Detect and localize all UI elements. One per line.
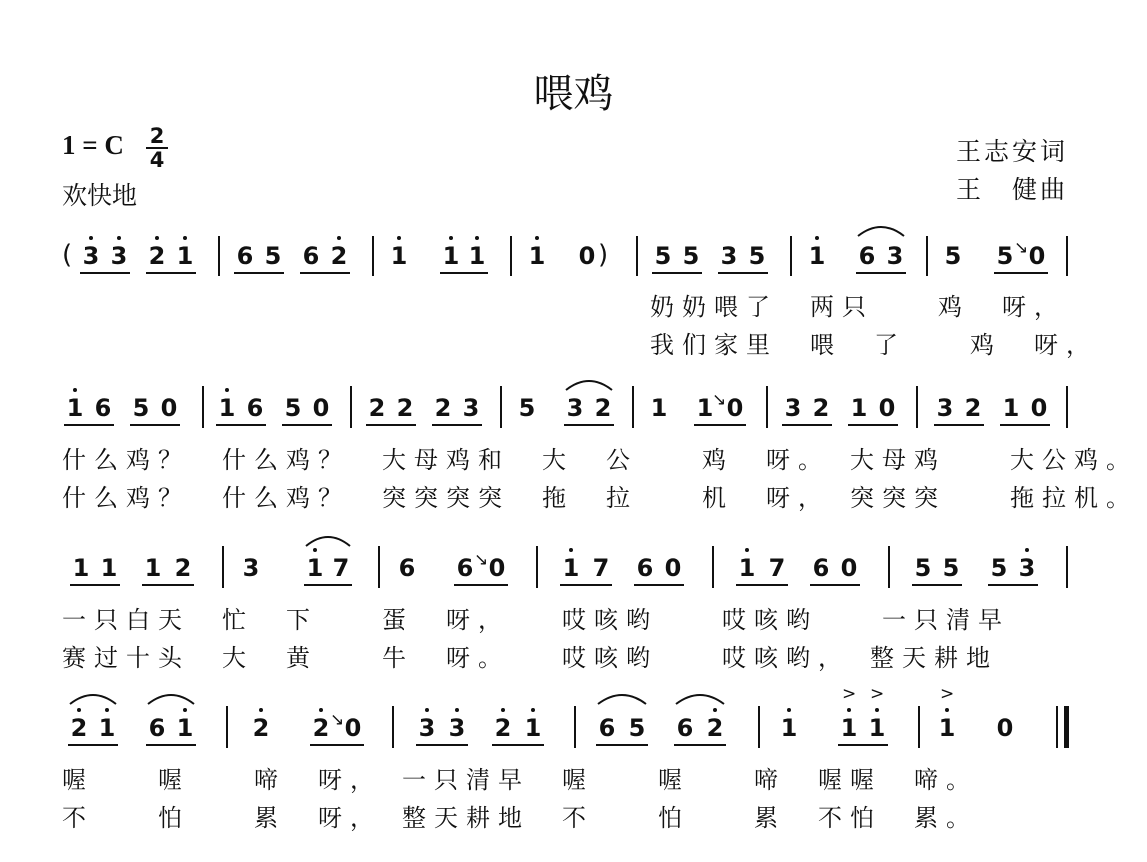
octave-dot-row1 <box>449 236 453 240</box>
beam-row4 <box>310 744 364 746</box>
octave-dot-row3 <box>313 548 317 552</box>
octave-dot-row4 <box>501 708 505 712</box>
octave-dot-row1 <box>535 236 539 240</box>
barline-row3 <box>1066 546 1068 588</box>
note-row4: 1 <box>938 714 956 742</box>
beam-row3 <box>70 584 120 586</box>
octave-dot-row4 <box>183 708 187 712</box>
note-row4: 6 <box>598 714 616 742</box>
octave-dot-row2 <box>225 388 229 392</box>
slur-row4 <box>674 690 726 706</box>
note-row1: 5 <box>944 242 962 270</box>
note-row2: 0 <box>726 394 744 422</box>
note-row2: 0 <box>1030 394 1048 422</box>
note-row2: 3 <box>566 394 584 422</box>
tie-arrow-row3: ↘ <box>474 550 489 570</box>
octave-dot-row4 <box>713 708 717 712</box>
beam-row4 <box>596 744 648 746</box>
note-row4: 0 <box>344 714 362 742</box>
accent-mark-row4: > <box>842 684 857 704</box>
barline-row1 <box>636 236 638 276</box>
barline-row2 <box>766 386 768 428</box>
note-row1: 3 <box>110 242 128 270</box>
octave-dot-row4 <box>875 708 879 712</box>
octave-dot-row4 <box>77 708 81 712</box>
lyric-line-2-1: 什么鸡？ 什么鸡？ 大母鸡和 大 公 鸡 呀。 大母鸡 大公鸡。 <box>62 446 1138 474</box>
note-row4: 6 <box>676 714 694 742</box>
note-row1: 0 <box>578 242 596 270</box>
barline-row3 <box>222 546 224 588</box>
beam-row1 <box>994 272 1048 274</box>
time-signature-top: 2 <box>149 124 165 148</box>
note-row2: 0 <box>160 394 178 422</box>
note-row4: 5 <box>628 714 646 742</box>
barline-row2 <box>500 386 502 428</box>
barline-row2 <box>916 386 918 428</box>
time-signature-bottom: 4 <box>149 148 165 172</box>
note-row2: 3 <box>784 394 802 422</box>
beam-row4 <box>416 744 468 746</box>
note-row2: 1 <box>66 394 84 422</box>
beam-row4 <box>68 744 118 746</box>
time-signature <box>146 126 168 170</box>
note-row4: 3 <box>418 714 436 742</box>
beam-row3 <box>736 584 788 586</box>
beam-row3 <box>988 584 1038 586</box>
note-row1: 1 <box>808 242 826 270</box>
barline-row2 <box>1066 386 1068 428</box>
note-row1: 5 <box>264 242 282 270</box>
barline-row4 <box>1056 706 1058 748</box>
barline-row4 <box>758 706 760 748</box>
note-row1: 2 <box>330 242 348 270</box>
octave-dot-row1 <box>89 236 93 240</box>
barline-row2 <box>350 386 352 428</box>
note-row1: 0 <box>1028 242 1046 270</box>
note-row1: 6 <box>236 242 254 270</box>
beam-row2 <box>848 424 898 426</box>
barline-row1 <box>790 236 792 276</box>
note-row2: 0 <box>878 394 896 422</box>
tempo-marking: 欢快地 <box>62 181 138 210</box>
note-row1: 6 <box>302 242 320 270</box>
accent-mark-row4: > <box>870 684 885 704</box>
octave-dot-row4 <box>425 708 429 712</box>
beam-row3 <box>810 584 860 586</box>
octave-dot-row1 <box>397 236 401 240</box>
octave-dot-row4 <box>945 708 949 712</box>
note-row3: 1 <box>306 554 324 582</box>
beam-row3 <box>142 584 194 586</box>
note-row2: 5 <box>284 394 302 422</box>
beam-row1 <box>652 272 702 274</box>
beam-row1 <box>80 272 130 274</box>
slur-row3 <box>304 532 352 548</box>
composer-credit: 王 健曲 <box>955 175 1068 204</box>
beam-row1 <box>856 272 906 274</box>
octave-dot-row4 <box>847 708 851 712</box>
note-row2: 1 <box>696 394 714 422</box>
note-row2: 2 <box>434 394 452 422</box>
note-row1: 1 <box>442 242 460 270</box>
note-row3: 0 <box>488 554 506 582</box>
beam-row3 <box>304 584 352 586</box>
lyric-line-4-2: 不 怕 累 呀， 整天耕地 不 怕 累 不怕 累。 <box>62 804 978 832</box>
barline-row3 <box>536 546 538 588</box>
octave-dot-row1 <box>475 236 479 240</box>
octave-dot-row4 <box>787 708 791 712</box>
note-row3: 5 <box>990 554 1008 582</box>
note-row2: 6 <box>94 394 112 422</box>
beam-row4 <box>492 744 544 746</box>
note-row2: 1 <box>218 394 236 422</box>
beam-row1 <box>234 272 284 274</box>
beam-row2 <box>282 424 332 426</box>
barline-row4 <box>918 706 920 748</box>
barline-row4 <box>226 706 228 748</box>
note-row2: 1 <box>650 394 668 422</box>
barline-row1 <box>926 236 928 276</box>
beam-row2 <box>782 424 832 426</box>
tie-arrow-row1: ↘ <box>1014 238 1029 258</box>
note-row2: 2 <box>594 394 612 422</box>
note-row3: 0 <box>840 554 858 582</box>
octave-dot-row4 <box>259 708 263 712</box>
barline-row2 <box>632 386 634 428</box>
barline-row1 <box>218 236 220 276</box>
note-row3: 7 <box>332 554 350 582</box>
note-row3: 5 <box>942 554 960 582</box>
note-row2: 2 <box>396 394 414 422</box>
octave-dot-row1 <box>337 236 341 240</box>
barline-row1 <box>1066 236 1068 276</box>
octave-dot-row1 <box>815 236 819 240</box>
octave-dot-row3 <box>569 548 573 552</box>
note-row4: 2 <box>494 714 512 742</box>
note-row1: 5 <box>682 242 700 270</box>
note-row3: 6 <box>636 554 654 582</box>
octave-dot-row2 <box>73 388 77 392</box>
lyric-line-4-1: 喔 喔 啼 呀， 一只清早 喔 喔 啼 喔喔 啼。 <box>62 766 978 794</box>
barline-row2 <box>202 386 204 428</box>
note-row2: 5 <box>518 394 536 422</box>
note-row3: 7 <box>768 554 786 582</box>
lyric-line-1-1: 奶奶喂了 两只 鸡 呀， <box>650 293 1066 321</box>
note-row4: 0 <box>996 714 1014 742</box>
octave-dot-row4 <box>319 708 323 712</box>
octave-dot-row3 <box>1025 548 1029 552</box>
note-row1: 5 <box>996 242 1014 270</box>
note-row4: 1 <box>176 714 194 742</box>
note-row1: 1 <box>468 242 486 270</box>
lyric-line-1-2: 我们家里 喂 了 鸡 呀， <box>650 331 1098 359</box>
beam-row2 <box>64 424 114 426</box>
barline-row3 <box>712 546 714 588</box>
note-row2: 0 <box>312 394 330 422</box>
beam-row2 <box>564 424 614 426</box>
note-row1: 3 <box>720 242 738 270</box>
note-row1: 3 <box>82 242 100 270</box>
barline-row3 <box>378 546 380 588</box>
beam-row2 <box>366 424 416 426</box>
note-row1: 6 <box>858 242 876 270</box>
accent-mark-row4: > <box>940 684 955 704</box>
note-row4: 2 <box>706 714 724 742</box>
note-row3: 1 <box>562 554 580 582</box>
note-row3: 0 <box>664 554 682 582</box>
note-row3: 7 <box>592 554 610 582</box>
beam-row4 <box>838 744 888 746</box>
note-row1: 1 <box>390 242 408 270</box>
octave-dot-row4 <box>105 708 109 712</box>
slur-row4 <box>596 690 648 706</box>
song-title: 喂鸡 <box>533 71 614 117</box>
note-row2: 2 <box>812 394 830 422</box>
note-row4: 1 <box>524 714 542 742</box>
beam-row2 <box>432 424 482 426</box>
barline-row1 <box>372 236 374 276</box>
note-row2: 2 <box>368 394 386 422</box>
note-row3: 3 <box>1018 554 1036 582</box>
slur-row1 <box>856 222 906 238</box>
note-row2: 1 <box>850 394 868 422</box>
octave-dot-row1 <box>117 236 121 240</box>
open-paren: ( <box>62 240 73 270</box>
note-row1: 1 <box>528 242 546 270</box>
slur-row4 <box>146 690 196 706</box>
note-row4: 6 <box>148 714 166 742</box>
note-row3: 5 <box>914 554 932 582</box>
octave-dot-row4 <box>531 708 535 712</box>
key-signature: 1 = C <box>62 130 124 160</box>
note-row3: 1 <box>738 554 756 582</box>
beam-row3 <box>912 584 962 586</box>
note-row1: 5 <box>748 242 766 270</box>
barline-row3 <box>888 546 890 588</box>
octave-dot-row4 <box>455 708 459 712</box>
beam-row2 <box>130 424 180 426</box>
barline-row4 <box>392 706 394 748</box>
note-row3: 1 <box>72 554 90 582</box>
beam-row1 <box>440 272 488 274</box>
note-row3: 3 <box>242 554 260 582</box>
beam-row1 <box>718 272 768 274</box>
note-row4: 2 <box>252 714 270 742</box>
barline-row4 <box>574 706 576 748</box>
note-row1: 3 <box>886 242 904 270</box>
note-row1: 1 <box>176 242 194 270</box>
note-row4: 2 <box>70 714 88 742</box>
note-row4: 1 <box>868 714 886 742</box>
lyric-line-3-1: 一只白天 忙 下 蛋 呀， 哎咳哟 哎咳哟 一只清早 <box>62 606 1010 634</box>
close-paren: ) <box>598 240 609 270</box>
note-row2: 5 <box>132 394 150 422</box>
note-row4: 3 <box>448 714 466 742</box>
beam-row4 <box>674 744 726 746</box>
tie-arrow-row4: ↘ <box>330 710 345 730</box>
beam-row4 <box>146 744 196 746</box>
barline-row4 <box>1064 706 1069 748</box>
octave-dot-row1 <box>183 236 187 240</box>
tie-arrow-row2: ↘ <box>712 390 727 410</box>
beam-row1 <box>146 272 196 274</box>
note-row4: 2 <box>312 714 330 742</box>
note-row3: 6 <box>456 554 474 582</box>
note-row4: 1 <box>840 714 858 742</box>
note-row2: 3 <box>936 394 954 422</box>
lyricist-credit: 王志安词 <box>955 137 1068 166</box>
note-row2: 1 <box>1002 394 1020 422</box>
slur-row2 <box>564 376 614 392</box>
octave-dot-row3 <box>745 548 749 552</box>
beam-row3 <box>560 584 612 586</box>
beam-row2 <box>694 424 746 426</box>
beam-row2 <box>1000 424 1050 426</box>
note-row4: 1 <box>98 714 116 742</box>
octave-dot-row1 <box>155 236 159 240</box>
beam-row3 <box>454 584 508 586</box>
beam-row2 <box>216 424 266 426</box>
lyric-line-3-2: 赛过十头 大 黄 牛 呀。 哎咳哟 哎咳哟， 整天耕地 <box>62 644 998 672</box>
note-row3: 1 <box>100 554 118 582</box>
note-row2: 2 <box>964 394 982 422</box>
note-row3: 2 <box>174 554 192 582</box>
note-row2: 6 <box>246 394 264 422</box>
note-row3: 6 <box>398 554 416 582</box>
note-row1: 2 <box>148 242 166 270</box>
note-row3: 6 <box>812 554 830 582</box>
beam-row1 <box>300 272 350 274</box>
slur-row4 <box>68 690 118 706</box>
note-row2: 3 <box>462 394 480 422</box>
note-row1: 5 <box>654 242 672 270</box>
lyric-line-2-2: 什么鸡？ 什么鸡？ 突突突突 拖 拉 机 呀， 突突突 拖拉机。 <box>62 484 1138 512</box>
beam-row3 <box>634 584 684 586</box>
note-row4: 1 <box>780 714 798 742</box>
barline-row1 <box>510 236 512 276</box>
note-row3: 1 <box>144 554 162 582</box>
beam-row2 <box>934 424 984 426</box>
